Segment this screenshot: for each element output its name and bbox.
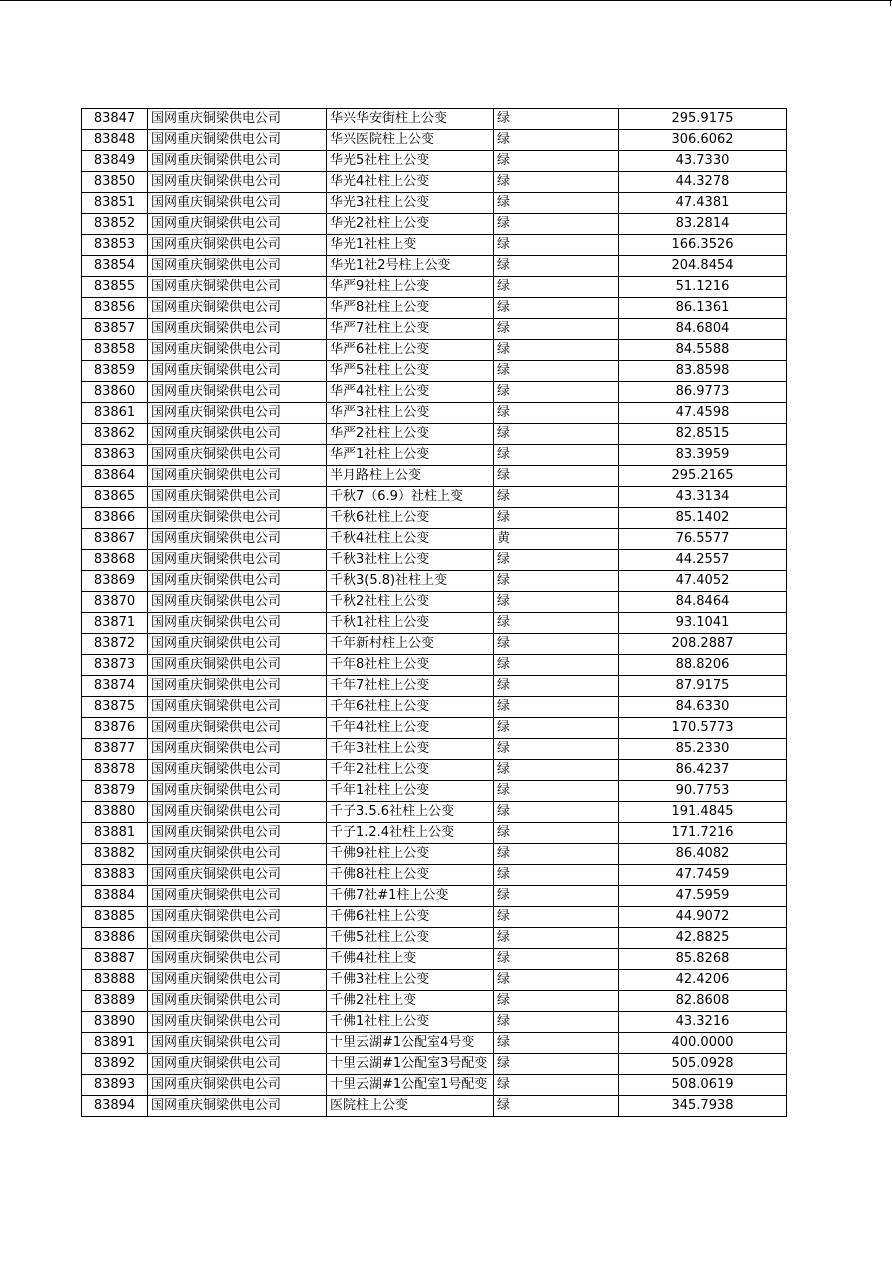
cell-status-color: 绿 [494,445,619,466]
cell-id: 83885 [82,907,148,928]
cell-company: 国网重庆铜梁供电公司 [148,361,327,382]
page-top-border [0,0,892,1]
cell-transformer-name: 华严2社柱上公变 [327,424,494,445]
cell-id: 83874 [82,676,148,697]
table-row [82,445,787,466]
table-row [82,340,787,361]
cell-transformer-name: 华兴华安街柱上公变 [327,109,494,130]
cell-value: 51.1216 [619,277,787,298]
table-row [82,529,787,550]
cell-id: 83889 [82,991,148,1012]
cell-transformer-name: 华光1社柱上变 [327,235,494,256]
cell-status-color: 绿 [494,382,619,403]
cell-status-color: 绿 [494,676,619,697]
cell-status-color: 绿 [494,109,619,130]
cell-id: 83862 [82,424,148,445]
cell-transformer-name: 千秋3社柱上公变 [327,550,494,571]
cell-company: 国网重庆铜梁供电公司 [148,214,327,235]
table-row [82,214,787,235]
cell-status-color: 绿 [494,340,619,361]
cell-status-color: 绿 [494,1054,619,1075]
table-row [82,655,787,676]
cell-value: 191.4845 [619,802,787,823]
cell-transformer-name: 华兴医院柱上公变 [327,130,494,151]
cell-status-color: 绿 [494,277,619,298]
cell-id: 83892 [82,1054,148,1075]
cell-status-color: 绿 [494,151,619,172]
cell-value: 306.6062 [619,130,787,151]
cell-company: 国网重庆铜梁供电公司 [148,886,327,907]
cell-company: 国网重庆铜梁供电公司 [148,949,327,970]
cell-status-color: 绿 [494,1012,619,1033]
cell-id: 83855 [82,277,148,298]
table-row [82,739,787,760]
cell-id: 83853 [82,235,148,256]
table-row [82,592,787,613]
cell-id: 83860 [82,382,148,403]
table-row [82,298,787,319]
cell-value: 82.8608 [619,991,787,1012]
table-row [82,1033,787,1054]
cell-value: 44.3278 [619,172,787,193]
cell-value: 47.4052 [619,571,787,592]
cell-value: 42.4206 [619,970,787,991]
cell-transformer-name: 千佛9社柱上公变 [327,844,494,865]
cell-id: 83858 [82,340,148,361]
cell-value: 400.0000 [619,1033,787,1054]
cell-status-color: 绿 [494,319,619,340]
cell-transformer-name: 千秋7（6.9）社柱上变 [327,487,494,508]
cell-company: 国网重庆铜梁供电公司 [148,823,327,844]
cell-transformer-name: 千秋6社柱上公变 [327,508,494,529]
cell-company: 国网重庆铜梁供电公司 [148,991,327,1012]
cell-transformer-name: 千佛7社#1柱上公变 [327,886,494,907]
cell-company: 国网重庆铜梁供电公司 [148,487,327,508]
cell-status-color: 绿 [494,298,619,319]
cell-transformer-name: 千子1.2.4社柱上公变 [327,823,494,844]
table-row [82,487,787,508]
cell-id: 83869 [82,571,148,592]
table-row [82,235,787,256]
cell-value: 47.4598 [619,403,787,424]
cell-status-color: 绿 [494,655,619,676]
cell-transformer-name: 华严1社柱上公变 [327,445,494,466]
cell-value: 295.2165 [619,466,787,487]
table-row [82,886,787,907]
cell-value: 83.2814 [619,214,787,235]
cell-company: 国网重庆铜梁供电公司 [148,1075,327,1096]
table-row [82,151,787,172]
cell-company: 国网重庆铜梁供电公司 [148,1012,327,1033]
cell-company: 国网重庆铜梁供电公司 [148,1096,327,1117]
cell-value: 42.8825 [619,928,787,949]
cell-company: 国网重庆铜梁供电公司 [148,445,327,466]
cell-transformer-name: 千秋4社柱上公变 [327,529,494,550]
table-row [82,382,787,403]
cell-id: 83893 [82,1075,148,1096]
table-row [82,928,787,949]
cell-value: 84.5588 [619,340,787,361]
cell-id: 83857 [82,319,148,340]
cell-company: 国网重庆铜梁供电公司 [148,760,327,781]
cell-transformer-name: 华光5社柱上公变 [327,151,494,172]
table-row [82,865,787,886]
cell-status-color: 绿 [494,844,619,865]
cell-company: 国网重庆铜梁供电公司 [148,403,327,424]
cell-transformer-name: 千秋2社柱上公变 [327,592,494,613]
cell-status-color: 黄 [494,529,619,550]
cell-id: 83875 [82,697,148,718]
cell-company: 国网重庆铜梁供电公司 [148,1054,327,1075]
cell-value: 43.3134 [619,487,787,508]
cell-company: 国网重庆铜梁供电公司 [148,529,327,550]
cell-value: 295.9175 [619,109,787,130]
cell-status-color: 绿 [494,613,619,634]
cell-status-color: 绿 [494,928,619,949]
cell-transformer-name: 千年2社柱上公变 [327,760,494,781]
table-body [82,109,787,1117]
cell-transformer-name: 千年7社柱上公变 [327,676,494,697]
cell-transformer-name: 千佛8社柱上公变 [327,865,494,886]
cell-status-color: 绿 [494,361,619,382]
cell-company: 国网重庆铜梁供电公司 [148,340,327,361]
cell-transformer-name: 千年8社柱上公变 [327,655,494,676]
cell-status-color: 绿 [494,424,619,445]
cell-value: 43.7330 [619,151,787,172]
table-row [82,277,787,298]
table-row [82,193,787,214]
cell-status-color: 绿 [494,1075,619,1096]
cell-id: 83883 [82,865,148,886]
cell-transformer-name: 华严6社柱上公变 [327,340,494,361]
cell-status-color: 绿 [494,949,619,970]
cell-company: 国网重庆铜梁供电公司 [148,382,327,403]
table-row [82,970,787,991]
cell-status-color: 绿 [494,172,619,193]
cell-value: 83.3959 [619,445,787,466]
cell-status-color: 绿 [494,865,619,886]
cell-status-color: 绿 [494,886,619,907]
cell-transformer-name: 千年4社柱上公变 [327,718,494,739]
cell-transformer-name: 千佛4社柱上变 [327,949,494,970]
cell-status-color: 绿 [494,718,619,739]
cell-transformer-name: 医院柱上公变 [327,1096,494,1117]
cell-status-color: 绿 [494,466,619,487]
cell-transformer-name: 千子3.5.6社柱上公变 [327,802,494,823]
table-row [82,634,787,655]
cell-value: 90.7753 [619,781,787,802]
cell-company: 国网重庆铜梁供电公司 [148,718,327,739]
cell-value: 84.8464 [619,592,787,613]
cell-id: 83849 [82,151,148,172]
cell-company: 国网重庆铜梁供电公司 [148,466,327,487]
table-row [82,1096,787,1117]
cell-status-color: 绿 [494,760,619,781]
cell-transformer-name: 千佛6社柱上公变 [327,907,494,928]
cell-value: 88.8206 [619,655,787,676]
cell-transformer-name: 半月路柱上公变 [327,466,494,487]
cell-company: 国网重庆铜梁供电公司 [148,172,327,193]
cell-id: 83888 [82,970,148,991]
cell-status-color: 绿 [494,697,619,718]
cell-transformer-name: 千年新村柱上公变 [327,634,494,655]
cell-transformer-name: 华严9社柱上公变 [327,277,494,298]
cell-transformer-name: 华光2社柱上公变 [327,214,494,235]
table-row [82,781,787,802]
cell-status-color: 绿 [494,739,619,760]
cell-id: 83863 [82,445,148,466]
cell-status-color: 绿 [494,487,619,508]
cell-value: 208.2887 [619,634,787,655]
cell-status-color: 绿 [494,256,619,277]
cell-value: 93.1041 [619,613,787,634]
cell-value: 86.4237 [619,760,787,781]
cell-transformer-name: 千佛3社柱上公变 [327,970,494,991]
cell-id: 83856 [82,298,148,319]
cell-id: 83868 [82,550,148,571]
cell-value: 44.2557 [619,550,787,571]
cell-status-color: 绿 [494,592,619,613]
table-row [82,319,787,340]
cell-transformer-name: 华严3社柱上公变 [327,403,494,424]
cell-transformer-name: 华光4社柱上公变 [327,172,494,193]
cell-status-color: 绿 [494,193,619,214]
cell-value: 83.8598 [619,361,787,382]
cell-company: 国网重庆铜梁供电公司 [148,802,327,823]
cell-id: 83866 [82,508,148,529]
cell-company: 国网重庆铜梁供电公司 [148,424,327,445]
cell-id: 83880 [82,802,148,823]
table-row [82,1075,787,1096]
table-row [82,403,787,424]
cell-value: 76.5577 [619,529,787,550]
table-row [82,1054,787,1075]
cell-id: 83854 [82,256,148,277]
cell-value: 85.1402 [619,508,787,529]
cell-status-color: 绿 [494,214,619,235]
table-row [82,802,787,823]
cell-value: 43.3216 [619,1012,787,1033]
cell-company: 国网重庆铜梁供电公司 [148,151,327,172]
cell-status-color: 绿 [494,1096,619,1117]
table-row [82,718,787,739]
cell-id: 83886 [82,928,148,949]
cell-company: 国网重庆铜梁供电公司 [148,235,327,256]
cell-status-color: 绿 [494,802,619,823]
cell-id: 83861 [82,403,148,424]
cell-value: 86.4082 [619,844,787,865]
cell-value: 44.9072 [619,907,787,928]
table-row [82,697,787,718]
cell-status-color: 绿 [494,508,619,529]
cell-value: 86.9773 [619,382,787,403]
cell-value: 84.6804 [619,319,787,340]
cell-company: 国网重庆铜梁供电公司 [148,571,327,592]
table-row [82,571,787,592]
cell-transformer-name: 华严8社柱上公变 [327,298,494,319]
cell-id: 83847 [82,109,148,130]
cell-value: 86.1361 [619,298,787,319]
cell-id: 83859 [82,361,148,382]
cell-company: 国网重庆铜梁供电公司 [148,277,327,298]
cell-value: 47.7459 [619,865,787,886]
table-row [82,907,787,928]
cell-company: 国网重庆铜梁供电公司 [148,319,327,340]
cell-transformer-name: 十里云湖#1公配室3号配变 [327,1054,494,1075]
cell-id: 83882 [82,844,148,865]
cell-transformer-name: 千年3社柱上公变 [327,739,494,760]
cell-company: 国网重庆铜梁供电公司 [148,109,327,130]
cell-id: 83852 [82,214,148,235]
cell-value: 87.9175 [619,676,787,697]
cell-transformer-name: 华光3社柱上公变 [327,193,494,214]
table-row [82,613,787,634]
cell-id: 83872 [82,634,148,655]
cell-company: 国网重庆铜梁供电公司 [148,907,327,928]
cell-status-color: 绿 [494,970,619,991]
cell-transformer-name: 十里云湖#1公配室4号变 [327,1033,494,1054]
table-row [82,466,787,487]
cell-company: 国网重庆铜梁供电公司 [148,613,327,634]
cell-company: 国网重庆铜梁供电公司 [148,781,327,802]
cell-status-color: 绿 [494,403,619,424]
cell-id: 83877 [82,739,148,760]
cell-id: 83851 [82,193,148,214]
cell-transformer-name: 华严4社柱上公变 [327,382,494,403]
cell-status-color: 绿 [494,907,619,928]
table-row [82,676,787,697]
cell-company: 国网重庆铜梁供电公司 [148,634,327,655]
cell-value: 171.7216 [619,823,787,844]
cell-company: 国网重庆铜梁供电公司 [148,256,327,277]
table-row [82,109,787,130]
transformer-data-table [81,108,787,1117]
cell-value: 170.5773 [619,718,787,739]
cell-company: 国网重庆铜梁供电公司 [148,676,327,697]
cell-status-color: 绿 [494,130,619,151]
page-right-border-tick [890,0,891,6]
cell-transformer-name: 千佛1社柱上公变 [327,1012,494,1033]
cell-id: 83870 [82,592,148,613]
table-row [82,550,787,571]
table-row [82,256,787,277]
cell-value: 508.0619 [619,1075,787,1096]
cell-company: 国网重庆铜梁供电公司 [148,928,327,949]
cell-value: 82.8515 [619,424,787,445]
cell-status-color: 绿 [494,550,619,571]
cell-company: 国网重庆铜梁供电公司 [148,592,327,613]
table-row [82,424,787,445]
cell-id: 83864 [82,466,148,487]
cell-transformer-name: 千秋1社柱上公变 [327,613,494,634]
cell-id: 83878 [82,760,148,781]
cell-id: 83848 [82,130,148,151]
cell-company: 国网重庆铜梁供电公司 [148,739,327,760]
cell-value: 345.7938 [619,1096,787,1117]
cell-status-color: 绿 [494,235,619,256]
cell-id: 83891 [82,1033,148,1054]
cell-status-color: 绿 [494,571,619,592]
cell-transformer-name: 十里云湖#1公配室1号配变 [327,1075,494,1096]
cell-value: 47.4381 [619,193,787,214]
cell-id: 83867 [82,529,148,550]
cell-status-color: 绿 [494,1033,619,1054]
cell-status-color: 绿 [494,823,619,844]
cell-value: 47.5959 [619,886,787,907]
cell-transformer-name: 千秋3(5.8)社柱上变 [327,571,494,592]
cell-status-color: 绿 [494,781,619,802]
table-row [82,760,787,781]
cell-status-color: 绿 [494,634,619,655]
cell-company: 国网重庆铜梁供电公司 [148,298,327,319]
cell-transformer-name: 千年1社柱上公变 [327,781,494,802]
cell-id: 83873 [82,655,148,676]
cell-transformer-name: 千佛2社柱上变 [327,991,494,1012]
table-row [82,949,787,970]
table-row [82,1012,787,1033]
cell-transformer-name: 华光1社2号柱上公变 [327,256,494,277]
cell-id: 83876 [82,718,148,739]
cell-company: 国网重庆铜梁供电公司 [148,193,327,214]
cell-company: 国网重庆铜梁供电公司 [148,508,327,529]
cell-value: 85.8268 [619,949,787,970]
table-row [82,508,787,529]
cell-transformer-name: 千佛5社柱上公变 [327,928,494,949]
cell-company: 国网重庆铜梁供电公司 [148,697,327,718]
table-row [82,361,787,382]
cell-status-color: 绿 [494,991,619,1012]
table-row [82,130,787,151]
cell-company: 国网重庆铜梁供电公司 [148,1033,327,1054]
cell-id: 83881 [82,823,148,844]
cell-value: 166.3526 [619,235,787,256]
cell-transformer-name: 华严7社柱上公变 [327,319,494,340]
cell-id: 83865 [82,487,148,508]
table-row [82,991,787,1012]
cell-company: 国网重庆铜梁供电公司 [148,130,327,151]
cell-value: 505.0928 [619,1054,787,1075]
cell-id: 83871 [82,613,148,634]
cell-id: 83887 [82,949,148,970]
cell-company: 国网重庆铜梁供电公司 [148,550,327,571]
cell-id: 83884 [82,886,148,907]
cell-company: 国网重庆铜梁供电公司 [148,970,327,991]
cell-company: 国网重庆铜梁供电公司 [148,655,327,676]
table-row [82,823,787,844]
table-row [82,844,787,865]
cell-id: 83879 [82,781,148,802]
cell-transformer-name: 华严5社柱上公变 [327,361,494,382]
cell-value: 204.8454 [619,256,787,277]
cell-transformer-name: 千年6社柱上公变 [327,697,494,718]
cell-company: 国网重庆铜梁供电公司 [148,865,327,886]
table-row [82,172,787,193]
cell-id: 83850 [82,172,148,193]
cell-id: 83894 [82,1096,148,1117]
cell-value: 84.6330 [619,697,787,718]
cell-company: 国网重庆铜梁供电公司 [148,844,327,865]
cell-value: 85.2330 [619,739,787,760]
cell-id: 83890 [82,1012,148,1033]
